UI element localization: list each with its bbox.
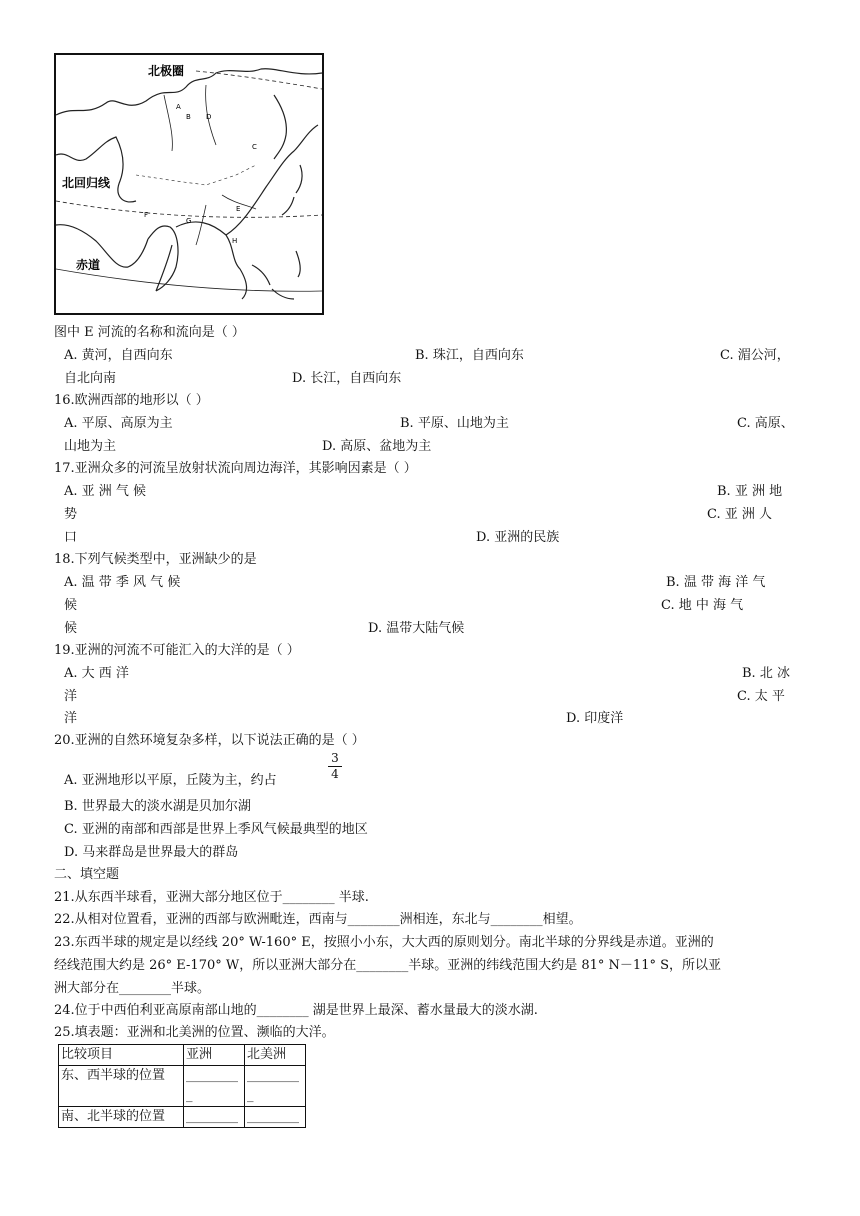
- table-header-cell: 北美洲: [245, 1045, 306, 1066]
- table-answer-cell[interactable]: [184, 1066, 245, 1107]
- comparison-table: [58, 1044, 306, 1128]
- asia-map-svg: [56, 55, 322, 313]
- q19-option-b: B. 北 冰: [742, 666, 790, 681]
- q15-stem: 图中 E 河流的名称和流向是（ ）: [54, 325, 245, 340]
- q20-option-d: D. 马来群岛是世界最大的群岛: [64, 845, 239, 860]
- section-fill-in-heading: 二、填空题: [54, 867, 120, 882]
- map-letter-c: C: [252, 143, 257, 151]
- table-row: [59, 1066, 306, 1107]
- answer-blank-cont: _: [186, 1088, 193, 1103]
- q20-fraction: [328, 752, 342, 781]
- q20-option-b: B. 世界最大的淡水湖是贝加尔湖: [64, 799, 251, 814]
- q23-line1: 23.东西半球的规定是以经线 20° W-160° E，按照小小东，大大西的原则划分。南北半球的分界线是赤道。亚洲的: [54, 935, 714, 950]
- table-answer-cell[interactable]: [245, 1107, 306, 1128]
- map-label-equator: 赤道: [76, 258, 101, 272]
- q15-option-b: B. 珠江，自西向东: [415, 348, 524, 363]
- q25-text: 25.填表题：亚洲和北美洲的位置、濒临的大洋。: [54, 1025, 335, 1040]
- map-letter-f: F: [144, 211, 149, 219]
- q23-line3: 洲大部分在________半球。: [54, 981, 211, 996]
- q20-stem: 20.亚洲的自然环境复杂多样，以下说法正确的是（ ）: [54, 733, 365, 748]
- q18-option-b: B. 温 带 海 洋 气: [666, 575, 766, 590]
- answer-blank: ________: [247, 1109, 299, 1124]
- q17-option-c-cont: 口: [64, 530, 78, 545]
- q20-option-a: A. 亚洲地形以平原，丘陵为主，约占: [64, 773, 277, 788]
- q15-option-a: A. 黄河，自西向东: [64, 348, 173, 363]
- map-label-arctic: 北极圈: [148, 64, 185, 78]
- table-header-cell: 亚洲: [184, 1045, 245, 1066]
- q16-option-b: B. 平原、山地为主: [400, 416, 509, 431]
- answer-blank: ________: [186, 1109, 238, 1124]
- q19-option-b-cont: 洋: [64, 689, 78, 704]
- table-header-cell: 比较项目: [59, 1045, 184, 1066]
- map-letter-d: D: [206, 113, 212, 121]
- table-header-row: [59, 1045, 306, 1066]
- map-letter-b: B: [186, 113, 191, 121]
- map-letter-e: E: [236, 205, 241, 213]
- q18-option-c-cont: 候: [64, 621, 78, 636]
- q16-option-c-cont: 山地为主: [64, 439, 117, 454]
- q21-text: 21.从东西半球看，亚洲大部分地区位于________ 半球.: [54, 890, 369, 905]
- q17-option-d: D. 亚洲的民族: [476, 530, 560, 545]
- q20-option-c: C. 亚洲的南部和西部是世界上季风气候最典型的地区: [64, 822, 368, 837]
- q22-text: 22.从相对位置看，亚洲的西部与欧洲毗连，西南与________洲相连，东北与________相望。: [54, 912, 582, 927]
- table-answer-cell[interactable]: [184, 1107, 245, 1128]
- answer-blank: ________: [186, 1068, 238, 1083]
- map-letter-g: G: [186, 217, 192, 225]
- table-row-label: 东、西半球的位置: [59, 1066, 184, 1107]
- q18-option-b-cont: 候: [64, 598, 78, 613]
- q18-option-a: A. 温 带 季 风 气 候: [64, 575, 181, 590]
- asia-map-figure: [54, 53, 324, 315]
- q16-option-a: A. 平原、高原为主: [64, 416, 173, 431]
- q18-stem: 18.下列气候类型中，亚洲缺少的是: [54, 552, 257, 567]
- table-row: [59, 1107, 306, 1128]
- map-letter-h: H: [232, 237, 238, 245]
- table-row-label: 南、北半球的位置: [59, 1107, 184, 1128]
- q15-option-c: C. 湄公河，: [720, 348, 790, 363]
- q24-text: 24.位于中西伯利亚高原南部山地的________ 湖是世界上最深、蓄水量最大的淡水湖.: [54, 1003, 538, 1018]
- q18-option-d: D. 温带大陆气候: [368, 621, 465, 636]
- q19-stem: 19.亚洲的河流不可能汇入的大洋的是（ ）: [54, 643, 300, 658]
- q16-option-d: D. 高原、盆地为主: [322, 439, 432, 454]
- map-label-tropic: 北回归线: [62, 176, 111, 190]
- map-letter-a: A: [176, 103, 181, 111]
- table-answer-cell[interactable]: [245, 1066, 306, 1107]
- q17-option-b-cont: 势: [64, 507, 78, 522]
- q19-option-c-cont: 洋: [64, 711, 78, 726]
- q19-option-d: D. 印度洋: [566, 711, 624, 726]
- q17-option-b: B. 亚 洲 地: [717, 484, 783, 499]
- q19-option-a: A. 大 西 洋: [64, 666, 129, 681]
- fraction-denominator: 4: [331, 767, 339, 781]
- q16-option-c: C. 高原、: [737, 416, 794, 431]
- q23-line2: 经线范围大约是 26° E-170° W，所以亚洲大部分在________半球。亚洲的纬线范围大约是 81° N－11° S，所以亚: [54, 958, 721, 973]
- q17-stem: 17.亚洲众多的河流呈放射状流向周边海洋，其影响因素是（ ）: [54, 461, 417, 476]
- q16-stem: 16.欧洲西部的地形以（ ）: [54, 393, 209, 408]
- q15-option-c-cont: 自北向南: [64, 371, 117, 386]
- q15-option-d: D. 长江，自西向东: [292, 371, 402, 386]
- answer-blank-cont: _: [247, 1088, 254, 1103]
- q17-option-c: C. 亚 洲 人: [707, 507, 773, 522]
- answer-blank: ________: [247, 1068, 299, 1083]
- q17-option-a: A. 亚 洲 气 候: [64, 484, 147, 499]
- q19-option-c: C. 太 平: [737, 689, 785, 704]
- fraction-numerator: 3: [331, 751, 339, 765]
- q18-option-c: C. 地 中 海 气: [661, 598, 744, 613]
